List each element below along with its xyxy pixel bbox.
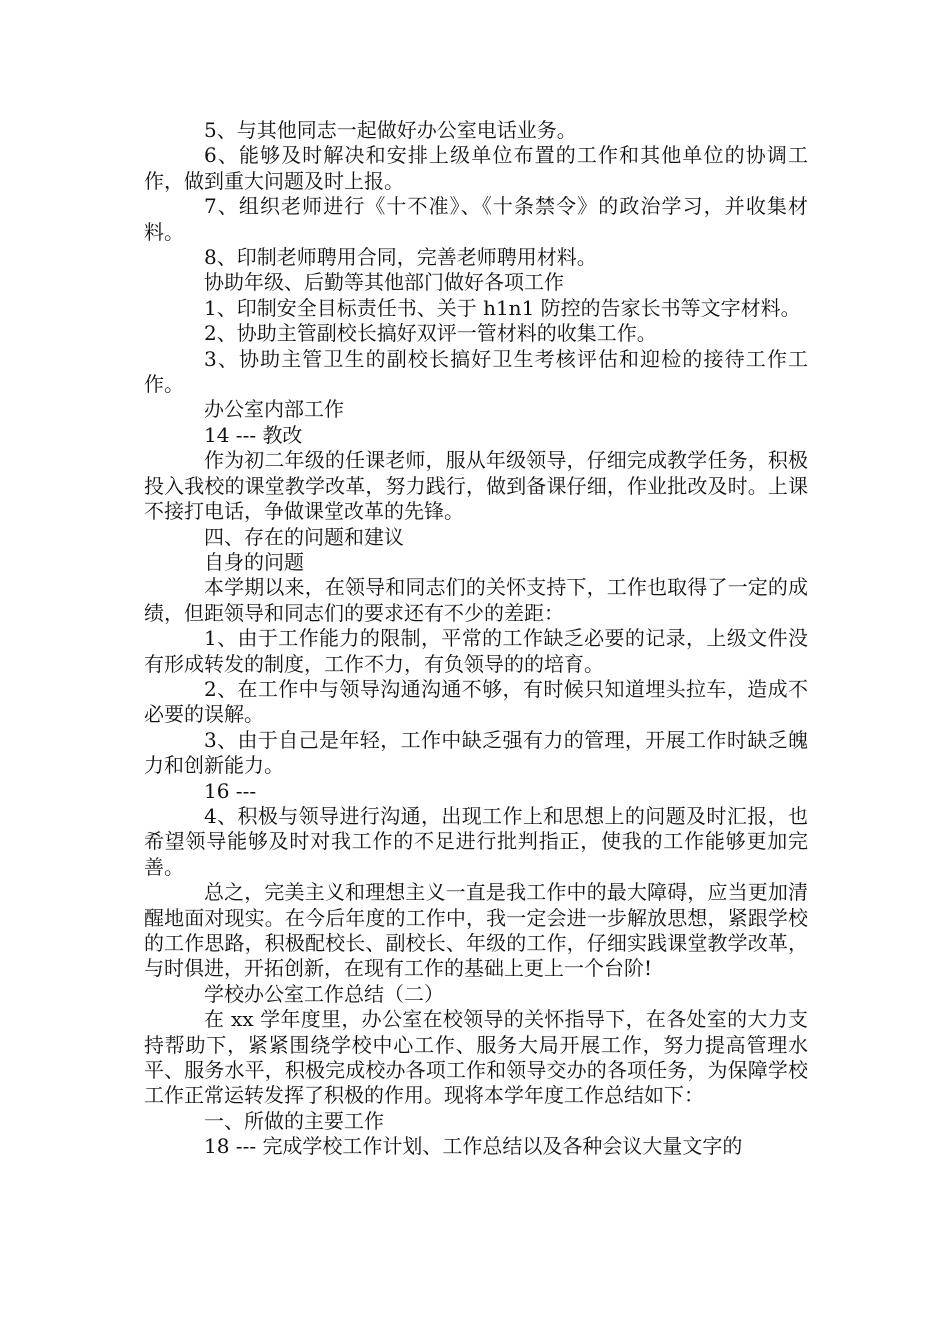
section-heading-self: 自身的问题 xyxy=(204,549,304,574)
paragraph-9: 本学期以来，在领导和同志们的关怀支持下，工作也取得了一定的成绩，但距领导和同志们的要求还有不少的差距： xyxy=(144,575,808,625)
paragraph-5: 1、印制安全目标责任书、关于 h1n1 防控的告家长书等文字材料。 xyxy=(204,295,801,320)
paragraph-14: 总之，完美主义和理想主义一直是我工作中的最大障碍，应当更加清醒地面对现实。在今后年度的工作中，我一定会进一步解放思想，紧跟学校的工作思路，积极配校长、副校长、年级的工作，仔细实践课堂教学改革，与时俱进，开拓创新，在现有工作的基础上更上一个台阶! xyxy=(144,880,808,981)
section-heading-main-work: 一、所做的主要工作 xyxy=(204,1108,384,1133)
paragraph-11: 2、在工作中与领导沟通沟通不够，有时候只知道埋头拉车，造成不必要的误解。 xyxy=(144,676,808,727)
paragraph-3: 7、组织老师进行《十不准》、《十条禁令》的政治学习，并收集材料。 xyxy=(144,194,808,244)
section-title-summary-2: 学校办公室工作总结（二） xyxy=(204,981,444,1006)
paragraph-8: 作为初二年级的任课老师，服从年级领导，仔细完成教学任务，积极投入我校的课堂教学改革，努力践行，做到备课仔细，作业批改及时。上课不接打电话，争做课堂改革的先锋。 xyxy=(144,448,808,524)
paragraph-7: 3、协助主管卫生的副校长搞好卫生考核评估和迎检的接待工作工作。 xyxy=(144,346,808,397)
page-marker-14: 14 --- 教改 xyxy=(204,422,303,447)
paragraph-2: 6、能够及时解决和安排上级单位布置的工作和其他单位的协调工作，做到重大问题及时上报。 xyxy=(144,143,808,193)
paragraph-6: 2、协助主管副校长搞好双评一管材料的收集工作。 xyxy=(204,321,657,346)
paragraph-4: 8、印制老师聘用合同，完善老师聘用材料。 xyxy=(204,245,597,270)
document-page xyxy=(144,118,808,1160)
section-heading-problems: 四、存在的问题和建议 xyxy=(204,524,404,549)
paragraph-1: 5、与其他同志一起做好办公室电话业务。 xyxy=(204,118,577,142)
paragraph-16: 18 --- 完成学校工作计划、工作总结以及各种会议大量文字的 xyxy=(204,1134,743,1159)
paragraph-12: 3、由于自己是年轻，工作中缺乏强有力的管理，开展工作时缺乏魄力和创新能力。 xyxy=(144,727,808,778)
section-heading-internal: 办公室内部工作 xyxy=(204,397,344,422)
paragraph-15: 在 xx 学年度里，办公室在校领导的关怀指导下，在各处室的大力支持帮助下，紧紧围绕学校中心工作、服务大局开展工作，努力提高管理水平、服务水平，积极完成校办各项工作和领导交办的各项任务，为保障学校工作正常运转发挥了积极的作用。现将本学年度工作总结如下： xyxy=(144,1007,808,1108)
paragraph-13: 4、积极与领导进行沟通，出现工作上和思想上的问题及时汇报，也希望领导能够及时对我工作的不足进行批判指正，使我的工作能够更加完善。 xyxy=(144,803,808,879)
section-heading-assist: 协助年级、后勤等其他部门做好各项工作 xyxy=(204,270,564,295)
page-marker-16: 16 --- xyxy=(204,778,257,803)
paragraph-10: 1、由于工作能力的限制，平常的工作缺乏必要的记录，上级文件没有形成转发的制度，工作不力，有负领导的的培育。 xyxy=(144,626,808,676)
